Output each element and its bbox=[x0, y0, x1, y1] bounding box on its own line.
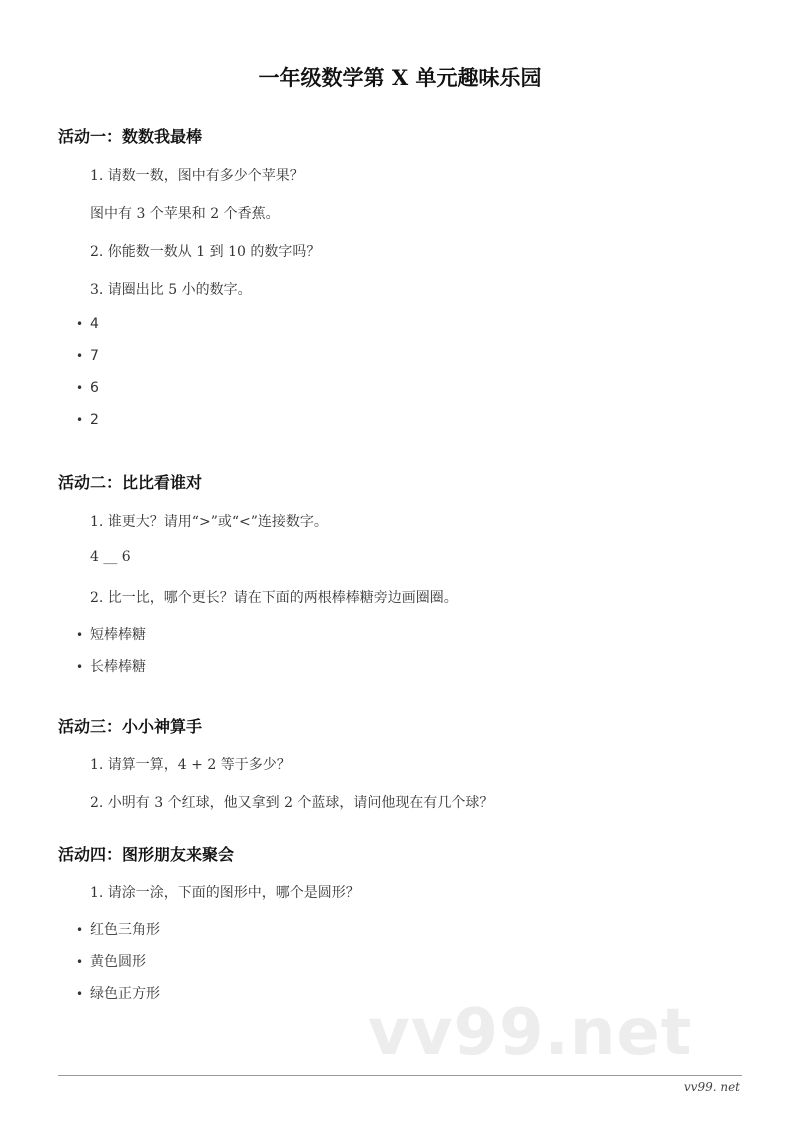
question-1-2: 2. 你能数一数从 1 到 10 的数字吗？ bbox=[90, 244, 321, 260]
list-item-label: 6 bbox=[90, 380, 99, 396]
list-item-label: 7 bbox=[90, 348, 99, 364]
bullet-icon: • bbox=[76, 381, 84, 395]
list-item-label: 短棒棒糖 bbox=[90, 627, 146, 643]
section-heading-2: 活动二：比比看谁对 bbox=[58, 473, 203, 492]
list-item bbox=[76, 919, 160, 939]
page-title: 一年级数学第 X 单元趣味乐园 bbox=[258, 65, 542, 90]
section-heading-4: 活动四：图形朋友来聚会 bbox=[58, 845, 235, 864]
section-heading-3: 活动三：小小神算手 bbox=[58, 717, 203, 736]
list-item bbox=[76, 380, 99, 396]
question-1-3: 3. 请圈出比 5 小的数字。 bbox=[90, 282, 252, 298]
bullet-icon: • bbox=[76, 628, 84, 642]
watermark: vv99.net bbox=[368, 996, 693, 1070]
list-item-label: 黄色圆形 bbox=[90, 954, 146, 970]
footer-divider bbox=[58, 1075, 742, 1076]
question-3-1: 1. 请算一算，4 + 2 等于多少？ bbox=[90, 757, 291, 773]
question-1-1: 1. 请数一数，图中有多少个苹果？ bbox=[90, 168, 304, 184]
bullet-icon: • bbox=[76, 349, 84, 363]
list-item-label: 红色三角形 bbox=[90, 922, 160, 938]
bullet-icon: • bbox=[76, 413, 84, 427]
list-item bbox=[76, 624, 146, 644]
question-3-2: 2. 小明有 3 个红球，他又拿到 2 个蓝球，请问他现在有几个球？ bbox=[90, 795, 494, 811]
list-item-label: 绿色正方形 bbox=[90, 986, 160, 1002]
list-item-label: 长棒棒糖 bbox=[90, 659, 146, 675]
list-item bbox=[76, 656, 146, 676]
list-item-label: 2 bbox=[90, 412, 99, 428]
comparison-text: 4 __ 6 bbox=[90, 549, 131, 565]
question-4-1: 1. 请涂一涂，下面的图形中，哪个是圆形？ bbox=[90, 885, 360, 901]
section-heading-1: 活动一：数数我最棒 bbox=[58, 127, 203, 146]
list-item bbox=[76, 316, 99, 332]
list-item-label: 4 bbox=[90, 316, 99, 332]
bullet-icon: • bbox=[76, 660, 84, 674]
bullet-icon: • bbox=[76, 955, 84, 969]
question-2-1: 1. 谁更大？请用“>”或“<”连接数字。 bbox=[90, 514, 328, 530]
bullet-icon: • bbox=[76, 987, 84, 1001]
list-item bbox=[76, 951, 146, 971]
list-item bbox=[76, 412, 99, 428]
bullet-icon: • bbox=[76, 923, 84, 937]
list-item bbox=[76, 983, 160, 1003]
answer-text-1-1: 图中有 3 个苹果和 2 个香蕉。 bbox=[90, 206, 280, 222]
list-item bbox=[76, 348, 99, 364]
bullet-icon: • bbox=[76, 317, 84, 331]
footer-site-label: vv99. net bbox=[683, 1080, 740, 1094]
question-2-2: 2. 比一比，哪个更长？请在下面的两根棒棒糖旁边画圈圈。 bbox=[90, 590, 458, 606]
